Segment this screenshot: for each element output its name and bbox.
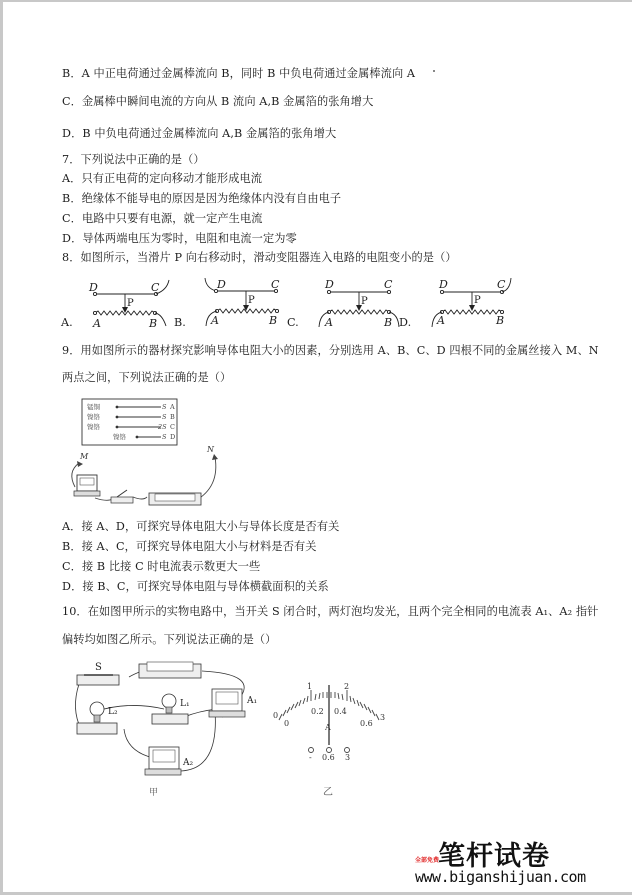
svg-text:1: 1 bbox=[307, 682, 313, 691]
q7-option-d: D．导体两端电压为零时，电阻和电流一定为零 bbox=[62, 232, 297, 245]
q7-option-c: C．电路中只要有电源，就一定产生电流 bbox=[62, 212, 263, 225]
svg-text:A: A bbox=[325, 316, 333, 329]
svg-text:3: 3 bbox=[380, 713, 386, 722]
circuit-svg bbox=[69, 659, 269, 799]
q7-option-b: B．绝缘体不能导电的原因是因为绝缘体内没有自由电子 bbox=[62, 192, 342, 205]
q9-option-a: A．接 A、D，可探究导体电阻大小与导体长度是否有关 bbox=[62, 520, 340, 533]
q8a-label-a: A bbox=[93, 317, 101, 330]
ammeter-dial-svg bbox=[265, 680, 395, 800]
watermark-url: www.biganshijuan.com bbox=[415, 868, 586, 886]
svg-text:L₂: L₂ bbox=[108, 707, 118, 717]
q7-option-a: A．只有正电荷的定向移动才能形成电流 bbox=[62, 172, 263, 185]
svg-text:0.2: 0.2 bbox=[311, 707, 324, 716]
q7-stem: 7．下列说法中正确的是（） bbox=[62, 153, 205, 166]
svg-text:甲: 甲 bbox=[149, 788, 159, 798]
q8-stem: 8．如图所示，当滑片 P 向右移动时，滑动变阻器连入电路的电阻变小的是（） bbox=[62, 251, 457, 264]
q8-rheostat-figures bbox=[59, 270, 529, 332]
q6-option-c: C．金属棒中瞬间电流的方向从 B 流向 A,B 金属箔的张角增大 bbox=[62, 95, 374, 108]
q8a-label-d: D bbox=[89, 281, 98, 294]
q8-option-c-label: C. bbox=[287, 316, 299, 329]
svg-text:0: 0 bbox=[273, 711, 279, 720]
q6-option-d: D．B 中负电荷通过金属棒流向 A,B 金属箔的张角增大 bbox=[62, 127, 337, 140]
q9-option-d: D．接 B、C，可探究导体电阻与导体横截面积的关系 bbox=[62, 580, 329, 593]
watermark-badge: 全部免费 bbox=[415, 857, 440, 864]
q10-stem-line1: 10．在如图甲所示的实物电路中，当开关 S 闭合时，两灯泡均发光，且两个完全相同的电流表 A₁、A₂ 指针 bbox=[62, 605, 599, 618]
svg-text:P: P bbox=[474, 295, 481, 306]
svg-text:0.6: 0.6 bbox=[360, 719, 373, 728]
q9-apparatus-svg bbox=[65, 397, 225, 509]
svg-text:A: A bbox=[170, 403, 175, 411]
stray-mark bbox=[433, 70, 435, 72]
svg-text:M: M bbox=[80, 452, 89, 461]
svg-text:A: A bbox=[325, 723, 331, 732]
svg-text:P: P bbox=[361, 296, 368, 307]
svg-text:D: D bbox=[170, 433, 176, 441]
q8a-label-c: C bbox=[151, 281, 160, 294]
q8-option-b-label: B. bbox=[174, 316, 186, 329]
svg-text:P: P bbox=[248, 295, 255, 306]
svg-text:D: D bbox=[439, 278, 448, 291]
svg-text:镍铬: 镍铬 bbox=[87, 423, 100, 431]
svg-text:0: 0 bbox=[284, 719, 290, 728]
svg-text:B: B bbox=[384, 316, 393, 329]
svg-text:A₁: A₁ bbox=[247, 696, 258, 706]
svg-text:2S: 2S bbox=[158, 423, 167, 431]
q10-ammeter-dial-figure-yi bbox=[265, 680, 395, 800]
svg-text:B: B bbox=[170, 413, 175, 421]
svg-text:0.4: 0.4 bbox=[334, 707, 347, 716]
document-page bbox=[3, 2, 632, 892]
q8-option-d-label: D. bbox=[399, 316, 412, 329]
svg-text:C: C bbox=[497, 278, 506, 291]
svg-text:A₂: A₂ bbox=[183, 758, 194, 768]
q8-option-a-label: A. bbox=[61, 316, 73, 329]
svg-text:C: C bbox=[170, 423, 175, 431]
watermark-title: 笔杆试卷 bbox=[438, 841, 550, 872]
svg-text:A: A bbox=[211, 314, 219, 327]
svg-text:镍铬: 镍铬 bbox=[113, 433, 126, 441]
svg-text:S: S bbox=[162, 433, 167, 441]
svg-text:A: A bbox=[437, 314, 445, 327]
svg-text:镍铬: 镍铬 bbox=[87, 413, 100, 421]
svg-text:D: D bbox=[217, 278, 226, 291]
svg-text:-: - bbox=[309, 753, 312, 762]
q9-wire-board-figure bbox=[65, 397, 225, 509]
q8a-label-b: B bbox=[149, 317, 158, 330]
q9-option-b: B．接 A、C，可探究导体电阻大小与材料是否有关 bbox=[62, 540, 317, 553]
q6-option-b: B．A 中正电荷通过金属棒流向 B，同时 B 中负电荷通过金属棒流向 A bbox=[62, 67, 416, 80]
svg-text:B: B bbox=[269, 314, 278, 327]
svg-text:0.6: 0.6 bbox=[322, 753, 335, 762]
q10-stem-line2: 偏转均如图乙所示。下列说法正确的是（） bbox=[62, 633, 277, 646]
q9-stem-line2: 两点之间，下列说法正确的是（） bbox=[62, 371, 232, 384]
svg-text:S: S bbox=[162, 413, 167, 421]
q9-option-c: C．接 B 比接 C 时电流表示数更大一些 bbox=[62, 560, 261, 573]
watermark-logo bbox=[415, 834, 585, 889]
svg-text:D: D bbox=[325, 278, 334, 291]
svg-text:2: 2 bbox=[344, 682, 350, 691]
svg-text:N: N bbox=[207, 445, 214, 454]
svg-text:C: C bbox=[384, 278, 393, 291]
q9-stem-line1: 9．用如图所示的器材探究影响导体电阻大小的因素，分别选用 A、B、C、D 四根不同的金属丝接入 M、N bbox=[62, 344, 599, 357]
svg-text:锰铜: 锰铜 bbox=[87, 403, 100, 411]
svg-text:S: S bbox=[162, 403, 167, 411]
svg-text:B: B bbox=[496, 314, 505, 327]
svg-text:L₁: L₁ bbox=[180, 699, 190, 709]
svg-text:C: C bbox=[271, 278, 280, 291]
svg-text:S: S bbox=[95, 662, 102, 673]
q10-circuit-figure-jia bbox=[69, 659, 269, 799]
svg-text:3: 3 bbox=[345, 753, 351, 762]
svg-text:乙: 乙 bbox=[323, 787, 333, 798]
svg-text:P: P bbox=[127, 298, 134, 309]
